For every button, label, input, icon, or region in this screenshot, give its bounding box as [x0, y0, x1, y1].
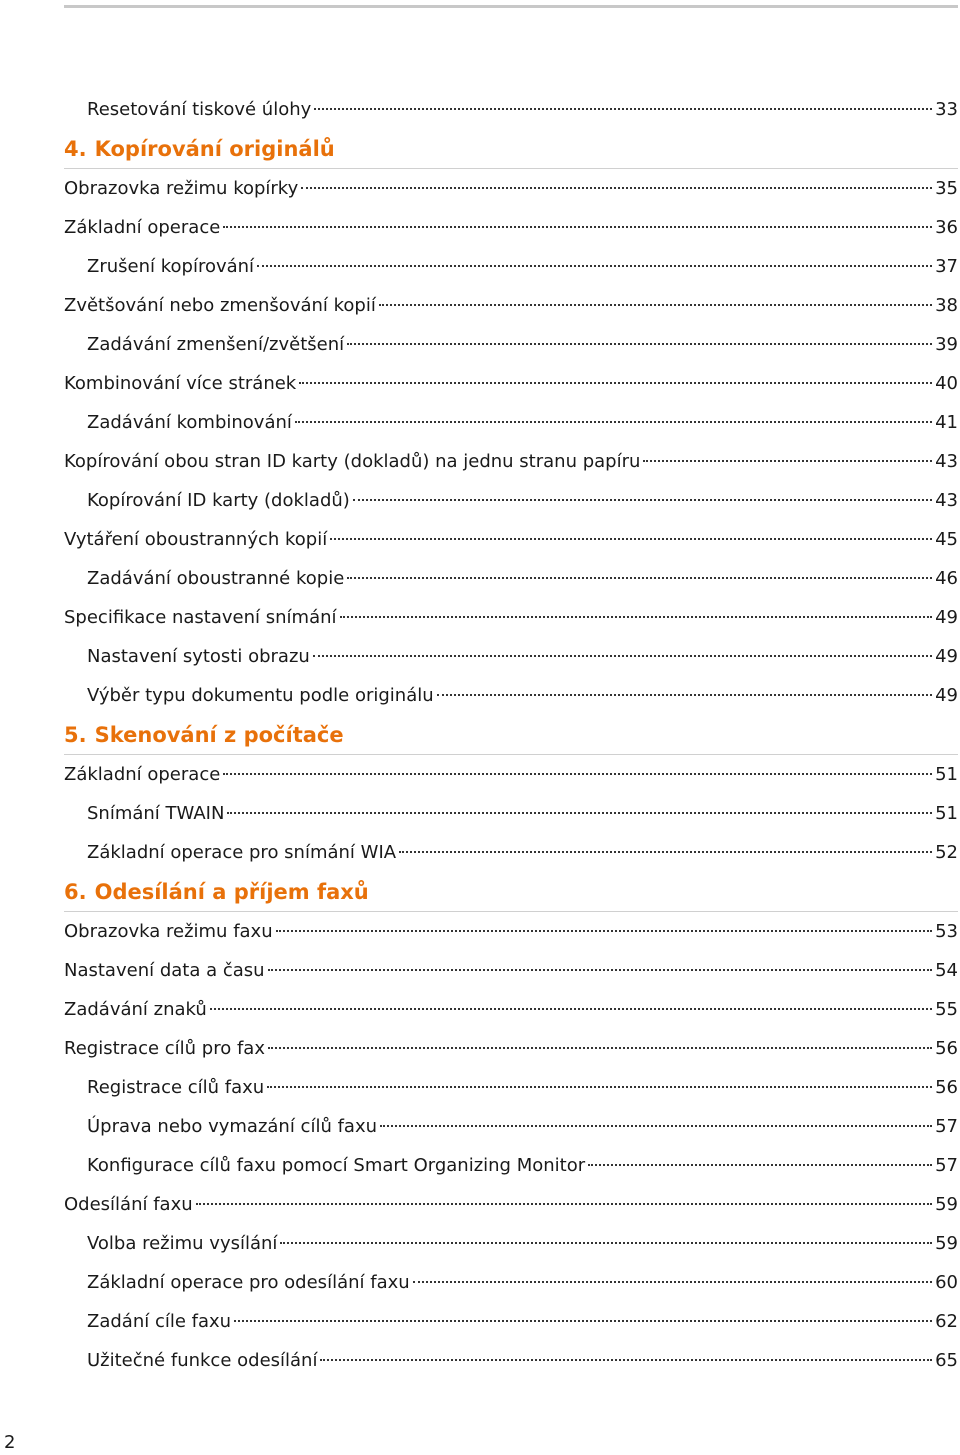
toc-entry-title: Základní operace pro snímání WIA: [87, 842, 397, 863]
toc-entry-title: Volba režimu vysílání: [87, 1233, 278, 1254]
dot-leader: [268, 1047, 932, 1049]
toc-entry-title: Odesílání faxu: [64, 1194, 193, 1215]
toc-entry-title: Nastavení sytosti obrazu: [87, 646, 310, 667]
dot-leader: [347, 577, 932, 579]
toc-entry[interactable]: [64, 1029, 958, 1068]
toc-entry-title: Resetování tiskové úlohy: [87, 99, 312, 120]
toc-entry-title: Základní operace: [64, 217, 221, 238]
toc-entry-title: Užitečné funkce odesílání: [87, 1350, 318, 1371]
toc-entry-title: Snímání TWAIN: [87, 803, 225, 824]
toc-entry-title: Zadávání oboustranné kopie: [87, 568, 345, 589]
toc-entry[interactable]: [64, 951, 958, 990]
dot-leader: [320, 1359, 932, 1361]
toc-entry[interactable]: [64, 1068, 958, 1107]
dot-leader: [330, 538, 932, 540]
toc-entry-title: Vytáření oboustranných kopií: [64, 529, 328, 550]
toc-entry[interactable]: [64, 90, 958, 129]
toc-entry[interactable]: [64, 169, 958, 208]
toc-entry[interactable]: [64, 481, 958, 520]
toc-entry-title: Výběr typu dokumentu podle originálu: [87, 685, 434, 706]
dot-leader: [413, 1281, 932, 1283]
toc-entry-page: 56: [935, 1038, 958, 1059]
chapter-number: 5.: [64, 722, 87, 747]
toc-entry[interactable]: [64, 1302, 958, 1341]
dot-leader: [280, 1242, 932, 1244]
dot-leader: [276, 930, 932, 932]
toc-entry[interactable]: [64, 990, 958, 1029]
toc-entry[interactable]: [64, 833, 958, 872]
toc-entry-title: Zadání cíle faxu: [87, 1311, 232, 1332]
toc-entry[interactable]: [64, 598, 958, 637]
toc-entry-title: Obrazovka režimu faxu: [64, 921, 273, 942]
toc-entry-page: 51: [935, 803, 958, 824]
toc-entry-page: 43: [935, 451, 958, 472]
toc-entry-title: Zadávání kombinování: [87, 412, 292, 433]
chapter-title: Skenování z počítače: [94, 722, 344, 747]
dot-leader: [301, 187, 932, 189]
toc-entry[interactable]: [64, 1107, 958, 1146]
toc-entry-page: 36: [935, 217, 958, 238]
dot-leader: [353, 499, 932, 501]
page-number: 2: [4, 1432, 16, 1453]
toc-entry-page: 41: [935, 412, 958, 433]
toc-entry-title: Registrace cílů faxu: [87, 1077, 265, 1098]
toc-entry-page: 57: [935, 1155, 958, 1176]
dot-leader: [380, 1125, 932, 1127]
dot-leader: [227, 812, 932, 814]
toc-entry-title: Konfigurace cílů faxu pomocí Smart Organizing Monitor: [87, 1155, 586, 1176]
chapter-heading[interactable]: [64, 872, 958, 912]
dot-leader: [347, 343, 932, 345]
toc-entry[interactable]: [64, 1224, 958, 1263]
toc-entry-title: Zadávání znaků: [64, 999, 207, 1020]
toc-entry-page: 59: [935, 1233, 958, 1254]
dot-leader: [223, 773, 932, 775]
toc-entry-page: 53: [935, 921, 958, 942]
toc-entry[interactable]: [64, 1341, 958, 1380]
toc-entry[interactable]: [64, 637, 958, 676]
dot-leader: [210, 1008, 932, 1010]
dot-leader: [267, 1086, 932, 1088]
toc-entry-title: Nastavení data a času: [64, 960, 265, 981]
dot-leader: [223, 226, 932, 228]
toc-entry-page: 33: [935, 99, 958, 120]
toc-entry-page: 57: [935, 1116, 958, 1137]
toc-entry-page: 52: [935, 842, 958, 863]
dot-leader: [299, 382, 932, 384]
toc-entry-page: 60: [935, 1272, 958, 1293]
toc-entry-page: 46: [935, 568, 958, 589]
toc-entry-title: Zadávání zmenšení/zvětšení: [87, 334, 345, 355]
toc-entry-page: 54: [935, 960, 958, 981]
toc-entry-page: 43: [935, 490, 958, 511]
toc-entry-page: 35: [935, 178, 958, 199]
toc-entry[interactable]: [64, 247, 958, 286]
chapter-number: 6.: [64, 879, 87, 904]
dot-leader: [295, 421, 932, 423]
chapter-number: 4.: [64, 136, 87, 161]
toc-entry-page: 51: [935, 764, 958, 785]
toc-entry[interactable]: [64, 403, 958, 442]
toc-entry-title: Základní operace: [64, 764, 221, 785]
toc-entry-title: Specifikace nastavení snímání: [64, 607, 337, 628]
toc-entry-title: Úprava nebo vymazání cílů faxu: [87, 1116, 378, 1137]
dot-leader: [314, 108, 932, 110]
chapter-title: Kopírování originálů: [94, 136, 335, 161]
toc-entry[interactable]: [64, 286, 958, 325]
toc-entry-page: 39: [935, 334, 958, 355]
toc-entry-title: Zrušení kopírování: [87, 256, 255, 277]
toc-entry-page: 40: [935, 373, 958, 394]
dot-leader: [196, 1203, 932, 1205]
toc-entry[interactable]: [64, 442, 958, 481]
dot-leader: [257, 265, 932, 267]
toc-entry-page: 37: [935, 256, 958, 277]
toc-entry-page: 45: [935, 529, 958, 550]
toc-entry-page: 65: [935, 1350, 958, 1371]
toc-entry-title: Kopírování ID karty (dokladů): [87, 490, 350, 511]
toc-entry-page: 59: [935, 1194, 958, 1215]
dot-leader: [399, 851, 932, 853]
toc-entry[interactable]: [64, 520, 958, 559]
dot-leader: [379, 304, 932, 306]
toc-entry-title: Registrace cílů pro fax: [64, 1038, 265, 1059]
dot-leader: [268, 969, 933, 971]
toc-entry[interactable]: [64, 755, 958, 794]
toc-entry[interactable]: [64, 559, 958, 598]
dot-leader: [437, 694, 932, 696]
chapter-title: Odesílání a příjem faxů: [94, 879, 369, 904]
dot-leader: [313, 655, 932, 657]
toc-entry-page: 56: [935, 1077, 958, 1098]
toc-entry[interactable]: [64, 1185, 958, 1224]
toc-entry-title: Kombinování více stránek: [64, 373, 297, 394]
toc-entry[interactable]: [64, 364, 958, 403]
toc-entry-page: 55: [935, 999, 958, 1020]
dot-leader: [234, 1320, 932, 1322]
header-rule: [64, 5, 958, 8]
toc-entry[interactable]: [64, 325, 958, 364]
toc-entry-page: 49: [935, 646, 958, 667]
chapter-heading[interactable]: [64, 715, 958, 755]
toc-entry[interactable]: [64, 1146, 958, 1185]
table-of-contents: [64, 90, 958, 1380]
toc-entry[interactable]: [64, 912, 958, 951]
toc-entry-title: Kopírování obou stran ID karty (dokladů) na jednu stranu papíru: [64, 451, 641, 472]
toc-entry-page: 62: [935, 1311, 958, 1332]
dot-leader: [340, 616, 933, 618]
toc-entry[interactable]: [64, 676, 958, 715]
toc-entry[interactable]: [64, 208, 958, 247]
toc-entry[interactable]: [64, 1263, 958, 1302]
dot-leader: [643, 460, 932, 462]
toc-entry-page: 49: [935, 607, 958, 628]
dot-leader: [588, 1164, 932, 1166]
toc-entry-page: 49: [935, 685, 958, 706]
toc-entry-title: Zvětšování nebo zmenšování kopií: [64, 295, 376, 316]
chapter-heading[interactable]: [64, 129, 958, 169]
toc-entry-title: Obrazovka režimu kopírky: [64, 178, 299, 199]
toc-entry[interactable]: [64, 794, 958, 833]
toc-entry-title: Základní operace pro odesílání faxu: [87, 1272, 410, 1293]
toc-entry-page: 38: [935, 295, 958, 316]
